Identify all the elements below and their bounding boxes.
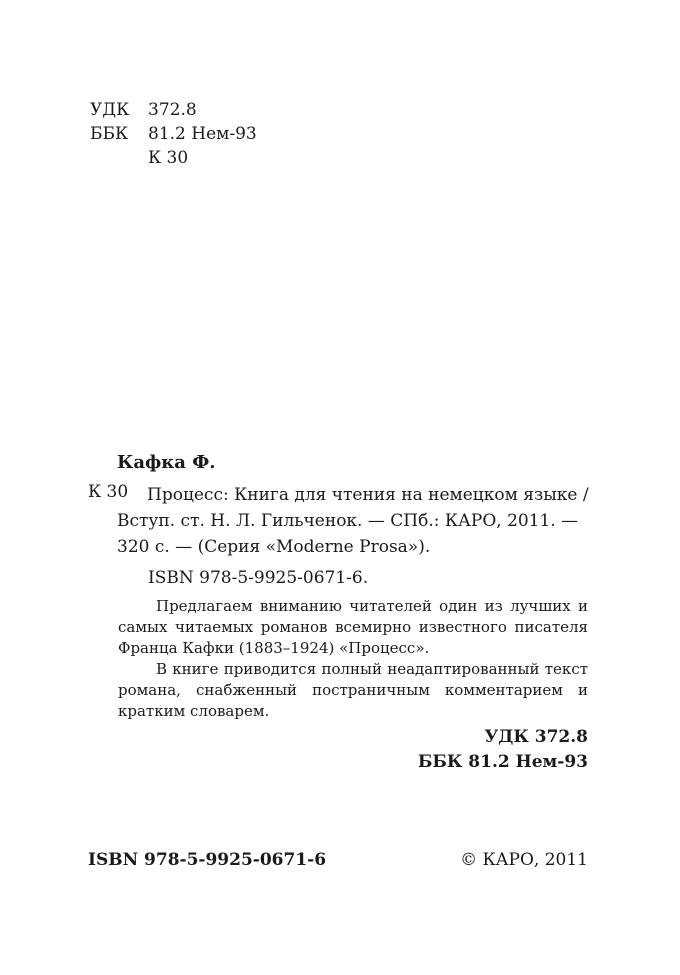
bbk-summary: ББК 81.2 Нем-93: [417, 752, 588, 772]
code-value: 81.2 Нем-93: [148, 124, 257, 144]
bib-line: Процесс: Книга для чтения на немецком языке /: [147, 485, 589, 505]
code-label: [90, 146, 148, 170]
udk-code-row: [90, 98, 257, 122]
udk-summary: УДК 372.8: [484, 727, 588, 747]
author-sign-row: [90, 146, 257, 170]
code-value: 372.8: [148, 100, 197, 120]
bibliographic-description: [117, 482, 597, 560]
code-value: К 30: [148, 148, 189, 168]
bib-line: 320 с. — (Серия «Moderne Prosa»).: [117, 537, 431, 557]
classification-codes-block: [90, 98, 257, 170]
classification-summary: [418, 725, 588, 775]
bbk-code-row: [90, 122, 257, 146]
annotation-paragraph: В книге приводится полный неадаптированный текст романа, снабженный постраничным комментарием и кратким словарем.: [118, 660, 588, 720]
entry-isbn: ISBN 978-5-9925-0671-6.: [148, 568, 369, 588]
author-sign: К 30: [88, 482, 129, 502]
bib-line: Вступ. ст. Н. Л. Гильченок. — СПб.: КАРО, 2011. —: [117, 511, 579, 531]
code-label: ББК: [90, 124, 129, 144]
author-heading: Кафка Ф.: [117, 452, 216, 473]
code-label: УДК: [90, 100, 130, 120]
annotation: [118, 596, 588, 722]
copyright-notice: © КАРО, 2011: [460, 850, 588, 870]
annotation-paragraph: Предлагаем вниманию читателей один из лучших и самых читаемых романов всемирно известного писателя Франца Кафки (1883–1924) «Процесс».: [118, 597, 588, 657]
footer-isbn: ISBN 978-5-9925-0671-6: [88, 850, 327, 870]
